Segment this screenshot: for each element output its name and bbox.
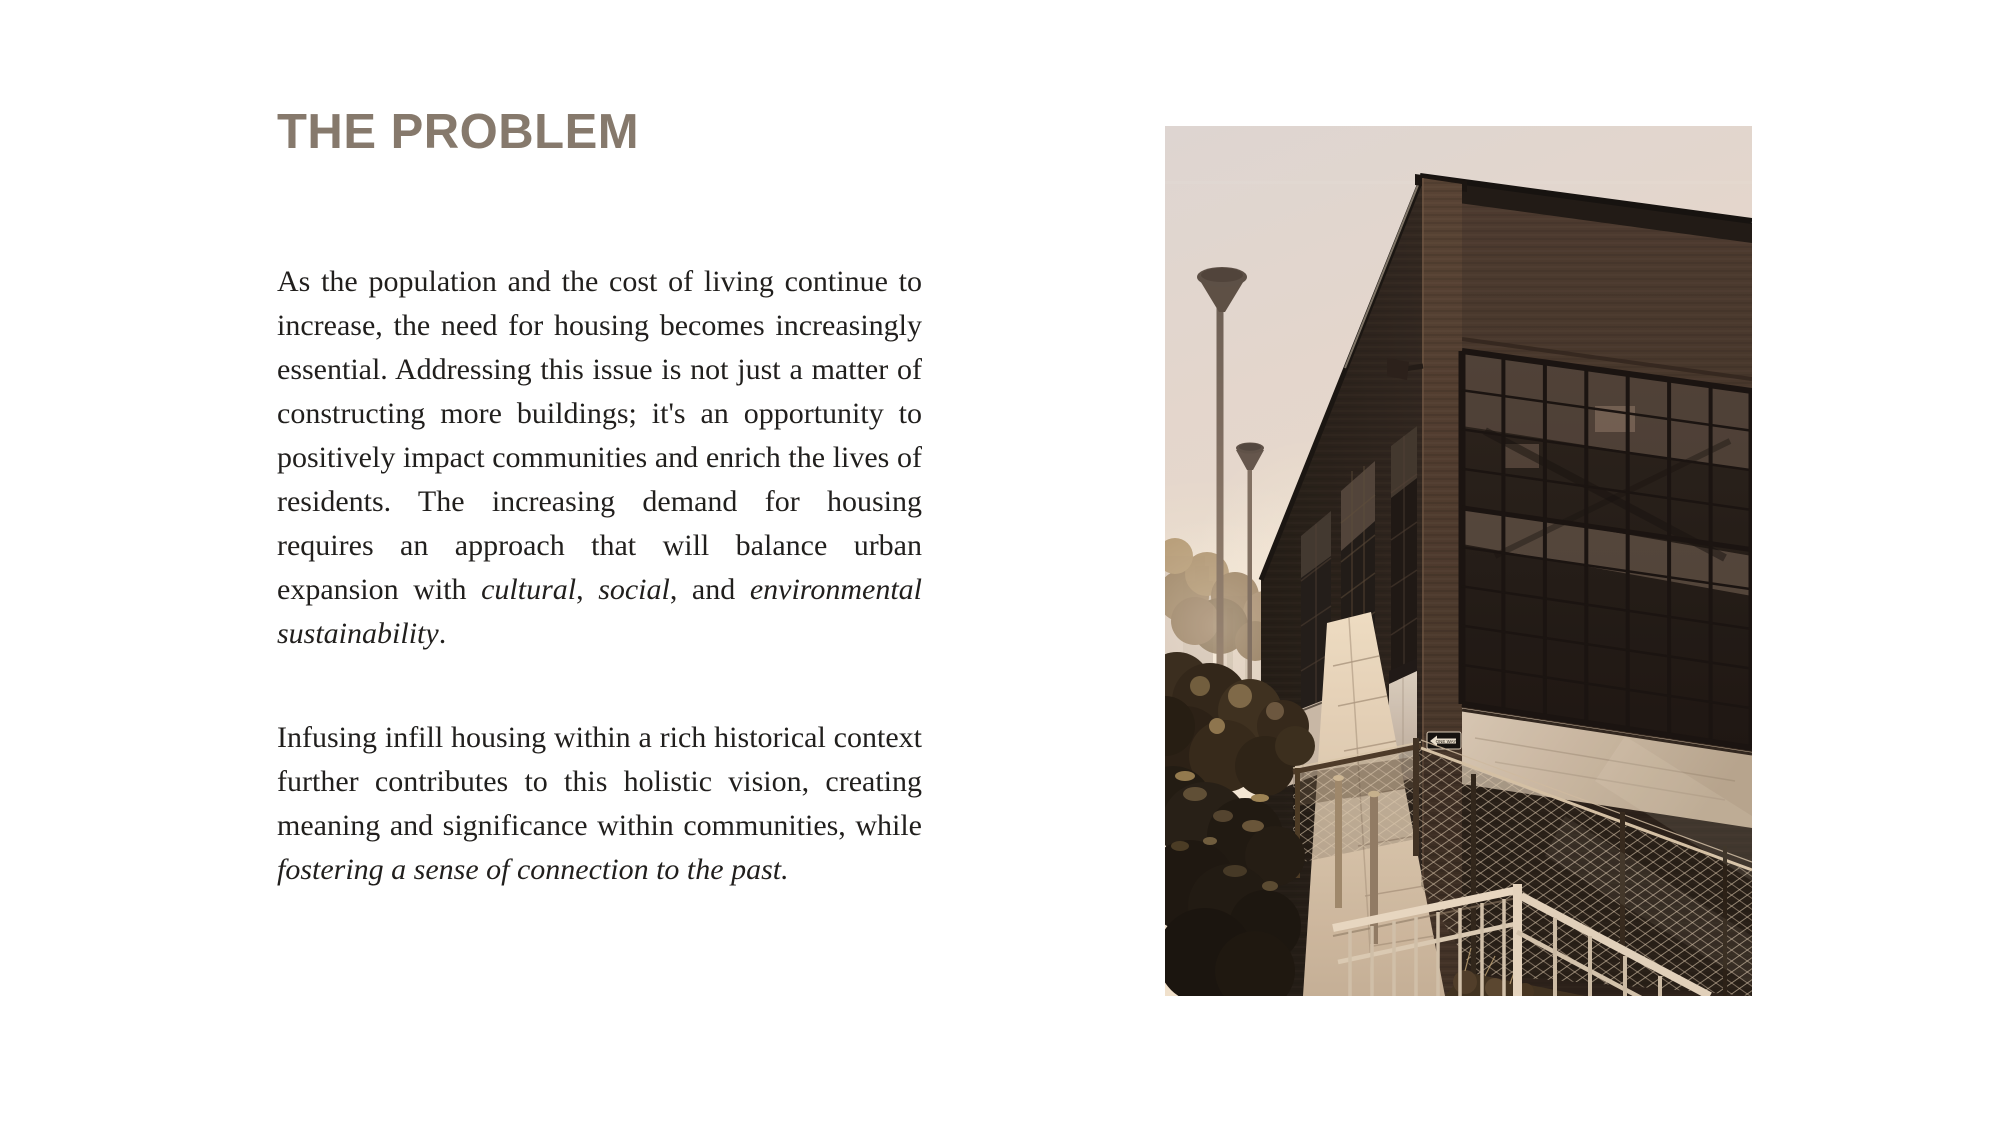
body-text: As the population and the cost of living continue to increase, the need for housing becomes increasingly essential. Addressing this issue is not just a matter of constructing more buildings; it's an opportunity to positively impact communities and enrich the lives of residents. The increasing demand for housing requires an approach that will balance urban expansion with <box>277 264 922 606</box>
building-photo <box>1165 126 1752 996</box>
body-text: , <box>576 572 599 606</box>
paragraph-1 <box>277 260 922 656</box>
emphasized-text: environmental sustainability <box>277 572 922 650</box>
page-title: THE PROBLEM <box>277 105 640 159</box>
body-text: Infusing infill housing within a rich historical context further contributes to this holistic vision, creating meaning and significance within communities, while <box>277 720 922 842</box>
emphasized-text: social <box>598 572 670 606</box>
text-column <box>277 106 922 892</box>
paragraph-2 <box>277 716 922 892</box>
body-text: . <box>438 616 447 650</box>
body-text: , and <box>669 572 750 606</box>
one-way-sign-text: ONE WAY <box>1435 739 1457 744</box>
emphasized-text: cultural <box>481 572 577 606</box>
emphasized-text: fostering a sense of connection to the past. <box>277 852 789 886</box>
photo-illustration <box>1165 126 1752 996</box>
lens-flare <box>1165 126 1752 996</box>
